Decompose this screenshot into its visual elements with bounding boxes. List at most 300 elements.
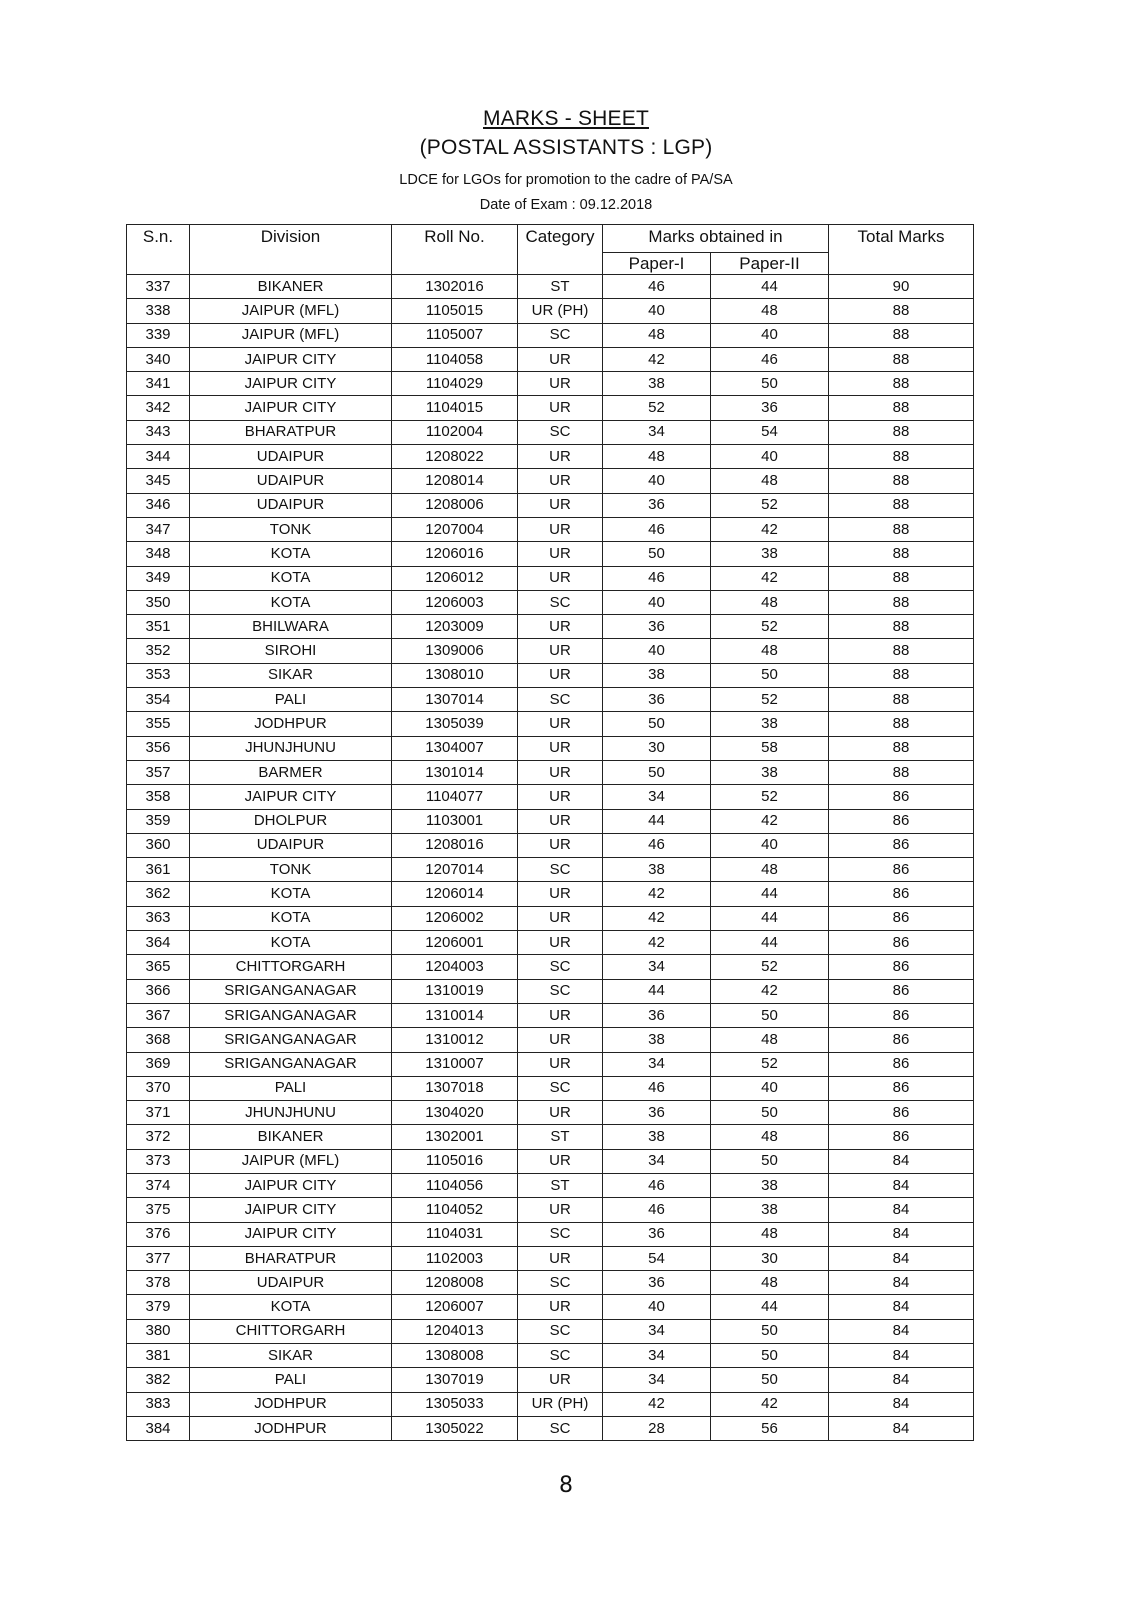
cell-category: UR xyxy=(518,615,603,639)
cell-paper-2: 52 xyxy=(711,615,829,639)
cell-sn: 366 xyxy=(127,979,190,1003)
cell-total-marks: 86 xyxy=(829,882,974,906)
column-header-sn: S.n. xyxy=(127,225,190,275)
marks-sheet-title: MARKS - SHEET xyxy=(483,107,649,130)
cell-sn: 378 xyxy=(127,1271,190,1295)
page-number: 8 xyxy=(559,1473,573,1498)
cell-paper-1: 46 xyxy=(603,1198,711,1222)
cell-total-marks: 86 xyxy=(829,1028,974,1052)
table-row xyxy=(127,931,974,955)
cell-roll-no: 1102003 xyxy=(392,1246,518,1270)
marks-table xyxy=(126,224,974,1441)
cell-division: SRIGANGANAGAR xyxy=(190,1052,392,1076)
cell-division: JAIPUR CITY xyxy=(190,1173,392,1197)
cell-roll-no: 1206012 xyxy=(392,566,518,590)
cell-roll-no: 1308008 xyxy=(392,1344,518,1368)
cell-sn: 342 xyxy=(127,396,190,420)
table-row xyxy=(127,445,974,469)
table-row xyxy=(127,906,974,930)
cell-division: DHOLPUR xyxy=(190,809,392,833)
cell-division: KOTA xyxy=(190,882,392,906)
cell-category: SC xyxy=(518,420,603,444)
cell-roll-no: 1208022 xyxy=(392,445,518,469)
cell-category: SC xyxy=(518,979,603,1003)
cell-roll-no: 1105007 xyxy=(392,323,518,347)
cell-category: UR xyxy=(518,566,603,590)
cell-paper-2: 50 xyxy=(711,372,829,396)
cell-roll-no: 1206007 xyxy=(392,1295,518,1319)
cell-category: SC xyxy=(518,1076,603,1100)
cell-division: PALI xyxy=(190,1076,392,1100)
table-row xyxy=(127,760,974,784)
cell-roll-no: 1104029 xyxy=(392,372,518,396)
cell-paper-1: 42 xyxy=(603,882,711,906)
cell-division: UDAIPUR xyxy=(190,833,392,857)
cell-paper-2: 52 xyxy=(711,1052,829,1076)
cell-category: SC xyxy=(518,1319,603,1343)
cell-roll-no: 1204013 xyxy=(392,1319,518,1343)
cell-paper-2: 42 xyxy=(711,809,829,833)
cell-total-marks: 88 xyxy=(829,469,974,493)
cell-paper-1: 36 xyxy=(603,1003,711,1027)
cell-paper-1: 34 xyxy=(603,420,711,444)
cell-division: SRIGANGANAGAR xyxy=(190,1003,392,1027)
cell-sn: 373 xyxy=(127,1149,190,1173)
cell-paper-1: 48 xyxy=(603,323,711,347)
cell-paper-2: 44 xyxy=(711,1295,829,1319)
table-row xyxy=(127,347,974,371)
cell-paper-2: 50 xyxy=(711,1319,829,1343)
cell-division: JAIPUR (MFL) xyxy=(190,1149,392,1173)
cell-category: UR xyxy=(518,1368,603,1392)
cell-sn: 371 xyxy=(127,1101,190,1125)
cell-division: JAIPUR (MFL) xyxy=(190,323,392,347)
cell-paper-2: 38 xyxy=(711,760,829,784)
cell-category: UR xyxy=(518,517,603,541)
table-row xyxy=(127,1101,974,1125)
table-row xyxy=(127,955,974,979)
cell-roll-no: 1304007 xyxy=(392,736,518,760)
cell-roll-no: 1103001 xyxy=(392,809,518,833)
cell-division: UDAIPUR xyxy=(190,469,392,493)
cell-roll-no: 1310019 xyxy=(392,979,518,1003)
cell-paper-1: 38 xyxy=(603,372,711,396)
cell-category: SC xyxy=(518,1344,603,1368)
cell-paper-2: 40 xyxy=(711,445,829,469)
cell-roll-no: 1301014 xyxy=(392,760,518,784)
cell-sn: 369 xyxy=(127,1052,190,1076)
cell-division: KOTA xyxy=(190,542,392,566)
cell-division: UDAIPUR xyxy=(190,445,392,469)
cell-paper-1: 44 xyxy=(603,809,711,833)
cell-division: KOTA xyxy=(190,590,392,614)
marks-sheet-subtitle: (POSTAL ASSISTANTS : LGP) xyxy=(419,136,713,159)
cell-sn: 343 xyxy=(127,420,190,444)
cell-paper-2: 54 xyxy=(711,420,829,444)
cell-paper-2: 52 xyxy=(711,955,829,979)
cell-total-marks: 84 xyxy=(829,1319,974,1343)
cell-paper-2: 40 xyxy=(711,833,829,857)
table-row xyxy=(127,663,974,687)
cell-roll-no: 1204003 xyxy=(392,955,518,979)
cell-roll-no: 1207014 xyxy=(392,858,518,882)
table-row xyxy=(127,1125,974,1149)
cell-category: UR xyxy=(518,1052,603,1076)
table-row xyxy=(127,372,974,396)
cell-paper-2: 44 xyxy=(711,906,829,930)
cell-category: UR xyxy=(518,809,603,833)
table-row xyxy=(127,615,974,639)
cell-total-marks: 90 xyxy=(829,275,974,299)
cell-total-marks: 88 xyxy=(829,493,974,517)
cell-paper-1: 46 xyxy=(603,833,711,857)
cell-sn: 360 xyxy=(127,833,190,857)
cell-paper-1: 34 xyxy=(603,1319,711,1343)
cell-roll-no: 1104077 xyxy=(392,785,518,809)
cell-category: ST xyxy=(518,1173,603,1197)
table-row xyxy=(127,1149,974,1173)
cell-sn: 380 xyxy=(127,1319,190,1343)
cell-roll-no: 1206001 xyxy=(392,931,518,955)
cell-category: UR (PH) xyxy=(518,299,603,323)
cell-total-marks: 88 xyxy=(829,299,974,323)
cell-total-marks: 84 xyxy=(829,1173,974,1197)
cell-paper-2: 44 xyxy=(711,931,829,955)
cell-roll-no: 1105016 xyxy=(392,1149,518,1173)
cell-paper-1: 38 xyxy=(603,1125,711,1149)
table-row xyxy=(127,736,974,760)
cell-sn: 344 xyxy=(127,445,190,469)
cell-total-marks: 86 xyxy=(829,1101,974,1125)
cell-paper-1: 44 xyxy=(603,979,711,1003)
cell-category: UR xyxy=(518,396,603,420)
cell-roll-no: 1203009 xyxy=(392,615,518,639)
cell-roll-no: 1305033 xyxy=(392,1392,518,1416)
cell-category: UR xyxy=(518,712,603,736)
cell-paper-1: 38 xyxy=(603,1028,711,1052)
cell-paper-1: 34 xyxy=(603,785,711,809)
cell-paper-1: 36 xyxy=(603,1222,711,1246)
cell-paper-1: 40 xyxy=(603,1295,711,1319)
cell-roll-no: 1208008 xyxy=(392,1271,518,1295)
cell-division: BHARATPUR xyxy=(190,420,392,444)
cell-roll-no: 1207004 xyxy=(392,517,518,541)
cell-sn: 345 xyxy=(127,469,190,493)
table-row xyxy=(127,299,974,323)
cell-paper-1: 40 xyxy=(603,469,711,493)
cell-division: PALI xyxy=(190,688,392,712)
cell-division: TONK xyxy=(190,858,392,882)
cell-division: KOTA xyxy=(190,931,392,955)
cell-paper-1: 30 xyxy=(603,736,711,760)
cell-total-marks: 86 xyxy=(829,1052,974,1076)
cell-paper-2: 48 xyxy=(711,1028,829,1052)
table-row xyxy=(127,882,974,906)
cell-total-marks: 86 xyxy=(829,979,974,1003)
cell-category: UR xyxy=(518,469,603,493)
cell-sn: 368 xyxy=(127,1028,190,1052)
cell-paper-1: 54 xyxy=(603,1246,711,1270)
cell-paper-1: 34 xyxy=(603,1052,711,1076)
column-header-total-marks: Total Marks xyxy=(829,225,974,275)
cell-roll-no: 1104058 xyxy=(392,347,518,371)
cell-sn: 383 xyxy=(127,1392,190,1416)
cell-paper-2: 48 xyxy=(711,1125,829,1149)
cell-roll-no: 1104052 xyxy=(392,1198,518,1222)
cell-total-marks: 86 xyxy=(829,833,974,857)
cell-paper-2: 48 xyxy=(711,1222,829,1246)
cell-total-marks: 84 xyxy=(829,1368,974,1392)
cell-paper-1: 34 xyxy=(603,1149,711,1173)
table-row xyxy=(127,275,974,299)
cell-category: UR xyxy=(518,736,603,760)
cell-sn: 363 xyxy=(127,906,190,930)
cell-paper-2: 38 xyxy=(711,1173,829,1197)
cell-total-marks: 88 xyxy=(829,396,974,420)
table-row xyxy=(127,688,974,712)
cell-category: UR xyxy=(518,1198,603,1222)
table-row xyxy=(127,1052,974,1076)
cell-sn: 340 xyxy=(127,347,190,371)
cell-roll-no: 1206003 xyxy=(392,590,518,614)
cell-paper-2: 48 xyxy=(711,469,829,493)
table-row xyxy=(127,1295,974,1319)
column-header-category: Category xyxy=(518,225,603,275)
cell-paper-1: 34 xyxy=(603,955,711,979)
cell-total-marks: 88 xyxy=(829,420,974,444)
cell-total-marks: 84 xyxy=(829,1416,974,1440)
cell-category: UR xyxy=(518,542,603,566)
table-row xyxy=(127,1344,974,1368)
cell-paper-2: 38 xyxy=(711,542,829,566)
cell-total-marks: 86 xyxy=(829,931,974,955)
cell-category: UR xyxy=(518,1101,603,1125)
cell-total-marks: 84 xyxy=(829,1198,974,1222)
cell-division: JODHPUR xyxy=(190,712,392,736)
table-row xyxy=(127,1416,974,1440)
column-header-division: Division xyxy=(190,225,392,275)
cell-paper-1: 46 xyxy=(603,275,711,299)
cell-paper-1: 34 xyxy=(603,1368,711,1392)
cell-roll-no: 1104015 xyxy=(392,396,518,420)
cell-paper-2: 58 xyxy=(711,736,829,760)
cell-sn: 338 xyxy=(127,299,190,323)
cell-paper-2: 40 xyxy=(711,323,829,347)
cell-paper-1: 40 xyxy=(603,639,711,663)
cell-paper-1: 34 xyxy=(603,1344,711,1368)
cell-category: UR xyxy=(518,931,603,955)
cell-total-marks: 88 xyxy=(829,566,974,590)
cell-sn: 346 xyxy=(127,493,190,517)
cell-paper-1: 28 xyxy=(603,1416,711,1440)
cell-roll-no: 1302016 xyxy=(392,275,518,299)
cell-paper-2: 50 xyxy=(711,1149,829,1173)
cell-total-marks: 86 xyxy=(829,955,974,979)
table-row xyxy=(127,566,974,590)
cell-total-marks: 86 xyxy=(829,809,974,833)
cell-roll-no: 1102004 xyxy=(392,420,518,444)
cell-division: SIKAR xyxy=(190,663,392,687)
cell-sn: 376 xyxy=(127,1222,190,1246)
cell-division: BHARATPUR xyxy=(190,1246,392,1270)
cell-paper-2: 42 xyxy=(711,517,829,541)
table-row xyxy=(127,590,974,614)
cell-total-marks: 88 xyxy=(829,542,974,566)
cell-paper-2: 52 xyxy=(711,688,829,712)
cell-sn: 356 xyxy=(127,736,190,760)
cell-total-marks: 88 xyxy=(829,736,974,760)
cell-division: KOTA xyxy=(190,906,392,930)
cell-sn: 370 xyxy=(127,1076,190,1100)
cell-roll-no: 1105015 xyxy=(392,299,518,323)
cell-total-marks: 86 xyxy=(829,858,974,882)
cell-paper-2: 50 xyxy=(711,1368,829,1392)
cell-roll-no: 1310007 xyxy=(392,1052,518,1076)
cell-division: JAIPUR CITY xyxy=(190,785,392,809)
cell-paper-1: 38 xyxy=(603,858,711,882)
cell-paper-1: 40 xyxy=(603,299,711,323)
cell-paper-2: 52 xyxy=(711,493,829,517)
cell-total-marks: 86 xyxy=(829,1125,974,1149)
cell-roll-no: 1307014 xyxy=(392,688,518,712)
cell-division: BIKANER xyxy=(190,1125,392,1149)
cell-division: UDAIPUR xyxy=(190,1271,392,1295)
cell-paper-2: 42 xyxy=(711,979,829,1003)
cell-total-marks: 84 xyxy=(829,1271,974,1295)
cell-category: UR xyxy=(518,1149,603,1173)
cell-category: UR xyxy=(518,833,603,857)
cell-paper-2: 50 xyxy=(711,1101,829,1125)
cell-paper-1: 46 xyxy=(603,1173,711,1197)
cell-total-marks: 86 xyxy=(829,785,974,809)
cell-paper-1: 52 xyxy=(603,396,711,420)
table-row xyxy=(127,1198,974,1222)
cell-paper-2: 48 xyxy=(711,590,829,614)
cell-sn: 355 xyxy=(127,712,190,736)
cell-category: ST xyxy=(518,275,603,299)
cell-total-marks: 88 xyxy=(829,688,974,712)
cell-sn: 381 xyxy=(127,1344,190,1368)
cell-category: SC xyxy=(518,1271,603,1295)
cell-sn: 374 xyxy=(127,1173,190,1197)
table-row xyxy=(127,1392,974,1416)
cell-category: SC xyxy=(518,590,603,614)
cell-sn: 359 xyxy=(127,809,190,833)
cell-total-marks: 84 xyxy=(829,1246,974,1270)
table-row xyxy=(127,517,974,541)
cell-sn: 367 xyxy=(127,1003,190,1027)
cell-roll-no: 1309006 xyxy=(392,639,518,663)
cell-roll-no: 1307018 xyxy=(392,1076,518,1100)
cell-division: TONK xyxy=(190,517,392,541)
table-row xyxy=(127,1173,974,1197)
cell-total-marks: 84 xyxy=(829,1295,974,1319)
cell-paper-2: 38 xyxy=(711,1198,829,1222)
table-row xyxy=(127,420,974,444)
cell-roll-no: 1206016 xyxy=(392,542,518,566)
cell-paper-2: 50 xyxy=(711,663,829,687)
cell-sn: 379 xyxy=(127,1295,190,1319)
cell-division: JAIPUR CITY xyxy=(190,396,392,420)
cell-sn: 347 xyxy=(127,517,190,541)
cell-paper-2: 40 xyxy=(711,1076,829,1100)
table-row xyxy=(127,1076,974,1100)
cell-roll-no: 1310012 xyxy=(392,1028,518,1052)
cell-category: SC xyxy=(518,1222,603,1246)
cell-category: UR xyxy=(518,760,603,784)
cell-category: SC xyxy=(518,1416,603,1440)
table-row xyxy=(127,1319,974,1343)
cell-division: JAIPUR (MFL) xyxy=(190,299,392,323)
cell-sn: 377 xyxy=(127,1246,190,1270)
cell-paper-2: 50 xyxy=(711,1344,829,1368)
cell-paper-1: 46 xyxy=(603,566,711,590)
cell-sn: 364 xyxy=(127,931,190,955)
cell-paper-2: 48 xyxy=(711,1271,829,1295)
cell-category: SC xyxy=(518,688,603,712)
cell-total-marks: 88 xyxy=(829,445,974,469)
cell-roll-no: 1206002 xyxy=(392,906,518,930)
cell-paper-1: 46 xyxy=(603,1076,711,1100)
table-row xyxy=(127,1003,974,1027)
cell-paper-1: 42 xyxy=(603,931,711,955)
cell-paper-2: 44 xyxy=(711,882,829,906)
cell-total-marks: 86 xyxy=(829,1003,974,1027)
cell-sn: 361 xyxy=(127,858,190,882)
cell-paper-2: 46 xyxy=(711,347,829,371)
cell-sn: 341 xyxy=(127,372,190,396)
cell-category: UR xyxy=(518,1028,603,1052)
cell-sn: 372 xyxy=(127,1125,190,1149)
cell-roll-no: 1305022 xyxy=(392,1416,518,1440)
cell-roll-no: 1304020 xyxy=(392,1101,518,1125)
table-row xyxy=(127,979,974,1003)
column-header-marks-obtained: Marks obtained in xyxy=(603,225,829,253)
cell-paper-2: 52 xyxy=(711,785,829,809)
cell-sn: 349 xyxy=(127,566,190,590)
cell-division: SRIGANGANAGAR xyxy=(190,979,392,1003)
cell-category: SC xyxy=(518,323,603,347)
cell-roll-no: 1208014 xyxy=(392,469,518,493)
table-row xyxy=(127,542,974,566)
cell-category: UR xyxy=(518,1003,603,1027)
table-row xyxy=(127,858,974,882)
table-row xyxy=(127,1368,974,1392)
cell-roll-no: 1104056 xyxy=(392,1173,518,1197)
cell-paper-2: 38 xyxy=(711,712,829,736)
cell-category: UR xyxy=(518,445,603,469)
cell-category: UR (PH) xyxy=(518,1392,603,1416)
cell-paper-1: 36 xyxy=(603,493,711,517)
cell-roll-no: 1305039 xyxy=(392,712,518,736)
cell-division: BARMER xyxy=(190,760,392,784)
cell-division: KOTA xyxy=(190,566,392,590)
table-row xyxy=(127,1222,974,1246)
cell-sn: 384 xyxy=(127,1416,190,1440)
cell-division: JAIPUR CITY xyxy=(190,1222,392,1246)
table-row xyxy=(127,323,974,347)
cell-total-marks: 84 xyxy=(829,1149,974,1173)
cell-division: CHITTORGARH xyxy=(190,955,392,979)
cell-roll-no: 1206014 xyxy=(392,882,518,906)
cell-division: BIKANER xyxy=(190,275,392,299)
cell-total-marks: 86 xyxy=(829,1076,974,1100)
cell-paper-1: 40 xyxy=(603,590,711,614)
cell-paper-1: 50 xyxy=(603,712,711,736)
cell-division: JAIPUR CITY xyxy=(190,372,392,396)
table-row xyxy=(127,785,974,809)
cell-paper-2: 44 xyxy=(711,275,829,299)
